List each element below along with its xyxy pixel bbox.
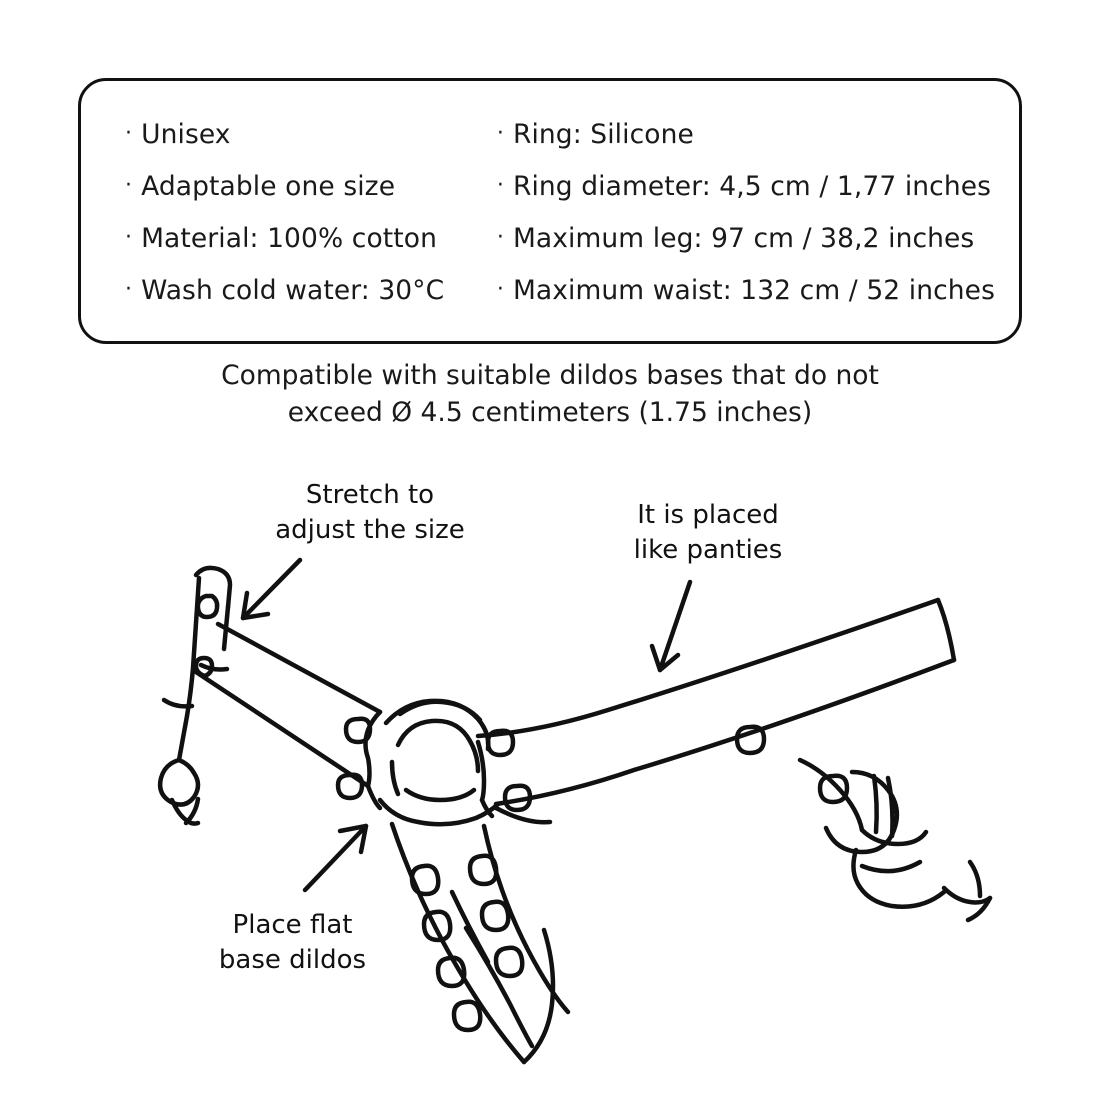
spec-item-label: Wash cold water: 30°C xyxy=(141,274,445,306)
spec-item xyxy=(125,161,497,213)
spec-item xyxy=(497,161,995,213)
specification-box xyxy=(78,78,1022,344)
spec-item xyxy=(125,213,497,265)
spec-item-label: Maximum waist: 132 cm / 52 inches xyxy=(512,274,995,306)
bullet-icon: · xyxy=(125,277,133,302)
arrow-flat-base-icon xyxy=(305,826,366,890)
annotation-flat-base-line-2: base dildos xyxy=(218,944,367,975)
caption-line-2: exceed Ø 4.5 centimeters (1.75 inches) xyxy=(287,396,813,428)
annotation-stretch xyxy=(255,478,485,547)
harness-waist-belt-right xyxy=(478,600,954,822)
bullet-icon: · xyxy=(496,121,504,146)
bullet-icon: · xyxy=(125,173,133,198)
spec-item xyxy=(125,109,497,161)
spec-item-label: Material: 100% cotton xyxy=(141,222,437,254)
harness-waist-belt-left xyxy=(196,624,380,808)
compatibility-caption xyxy=(0,358,1100,431)
bullet-icon: · xyxy=(496,173,504,198)
spec-item-label: Adaptable one size xyxy=(141,170,396,202)
harness-center-ring xyxy=(380,701,498,824)
harness-grommets xyxy=(338,719,847,810)
annotation-flat-base-line-1: Place flat xyxy=(232,910,353,940)
tongue-holes xyxy=(412,856,522,1030)
spec-column-left xyxy=(105,109,497,317)
caption-line-1: Compatible with suitable dildos bases that do not xyxy=(221,360,879,391)
spec-item-label: Unisex xyxy=(141,118,231,150)
spec-item-label: Ring: Silicone xyxy=(512,118,694,150)
annotation-panties xyxy=(598,498,818,567)
annotation-stretch-line-1: Stretch to xyxy=(305,480,435,510)
arrow-panties-icon xyxy=(652,582,690,670)
annotation-stretch-line-2: adjust the size xyxy=(275,514,465,545)
harness-tongue-panel xyxy=(392,824,568,1062)
spec-column-right xyxy=(497,109,995,317)
harness-buckle xyxy=(800,760,990,920)
annotation-panties-line-1: It is placed xyxy=(637,500,779,530)
spec-item xyxy=(497,109,995,161)
harness-left-strap xyxy=(160,568,230,824)
bullet-icon: · xyxy=(125,225,133,250)
annotation-panties-line-2: like panties xyxy=(633,534,783,565)
bullet-icon: · xyxy=(496,277,504,302)
spec-item xyxy=(125,265,497,317)
bullet-icon: · xyxy=(125,121,133,146)
spec-item-label: Maximum leg: 97 cm / 38,2 inches xyxy=(512,222,975,254)
spec-item xyxy=(497,265,995,317)
spec-columns xyxy=(81,81,1019,341)
spec-item-label: Ring diameter: 4,5 cm / 1,77 inches xyxy=(512,170,992,202)
bullet-icon: · xyxy=(496,225,504,250)
annotation-flat-base xyxy=(185,908,400,977)
spec-item xyxy=(497,213,995,265)
arrow-stretch-icon xyxy=(243,560,300,618)
